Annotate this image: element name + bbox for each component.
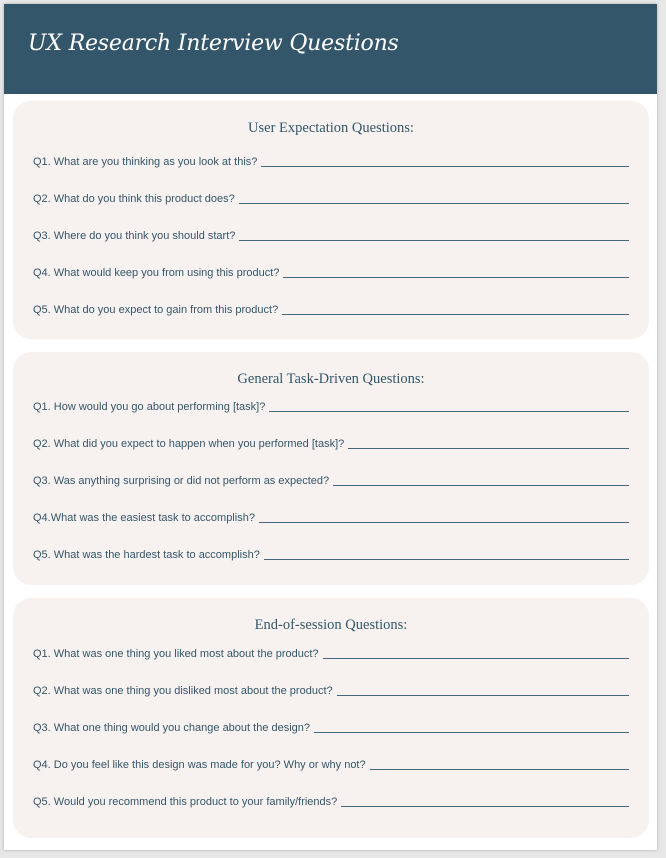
answer-line[interactable] bbox=[341, 806, 629, 807]
question-row bbox=[33, 264, 629, 280]
question-row bbox=[33, 190, 629, 206]
question-row bbox=[33, 472, 629, 488]
question-row bbox=[33, 301, 629, 317]
question-row bbox=[33, 435, 629, 451]
question-text: Q2. What was one thing you disliked most about the product? bbox=[33, 685, 333, 697]
answer-line[interactable] bbox=[370, 769, 629, 770]
question-text: Q1. How would you go about performing [task]? bbox=[33, 401, 266, 413]
question-row bbox=[33, 153, 629, 169]
answer-line[interactable] bbox=[269, 411, 629, 412]
section-title: End-of-session Questions: bbox=[254, 617, 408, 633]
question-text: Q2. What do you think this product does? bbox=[33, 193, 235, 205]
answer-line[interactable] bbox=[239, 203, 629, 204]
section-general-task-driven bbox=[13, 352, 649, 585]
page-title: UX Research Interview Questions bbox=[28, 31, 399, 56]
answer-line[interactable] bbox=[337, 695, 629, 696]
question-text: Q4. Do you feel like this design was made for you? Why or why not? bbox=[33, 759, 366, 771]
question-row bbox=[33, 398, 629, 414]
question-text: Q5. Would you recommend this product to your family/friends? bbox=[33, 796, 338, 808]
question-text: Q1. What was one thing you liked most about the product? bbox=[33, 648, 319, 660]
question-row bbox=[33, 546, 629, 562]
question-text: Q2. What did you expect to happen when you performed [task]? bbox=[33, 438, 345, 450]
worksheet-page bbox=[4, 4, 657, 850]
answer-line[interactable] bbox=[283, 277, 629, 278]
answer-line[interactable] bbox=[261, 166, 629, 167]
answer-line[interactable] bbox=[259, 522, 629, 523]
question-text: Q5. What was the hardest task to accomplish? bbox=[33, 549, 260, 561]
section-title: General Task-Driven Questions: bbox=[237, 371, 425, 387]
section-user-expectation bbox=[13, 101, 649, 339]
answer-line[interactable] bbox=[323, 658, 629, 659]
page-header bbox=[4, 4, 657, 94]
question-text: Q3. What one thing would you change about the design? bbox=[33, 722, 311, 734]
answer-line[interactable] bbox=[314, 732, 629, 733]
question-text: Q3. Where do you think you should start? bbox=[33, 230, 236, 242]
question-row bbox=[33, 793, 629, 809]
answer-line[interactable] bbox=[282, 314, 629, 315]
answer-line[interactable] bbox=[239, 240, 629, 241]
answer-line[interactable] bbox=[348, 448, 629, 449]
section-title: User Expectation Questions: bbox=[248, 120, 414, 136]
question-row bbox=[33, 645, 629, 661]
question-row bbox=[33, 756, 629, 772]
question-row bbox=[33, 682, 629, 698]
answer-line[interactable] bbox=[333, 485, 629, 486]
section-end-of-session bbox=[13, 598, 649, 838]
question-text: Q4.What was the easiest task to accomplish? bbox=[33, 512, 255, 524]
answer-line[interactable] bbox=[264, 559, 629, 560]
question-text: Q4. What would keep you from using this product? bbox=[33, 267, 280, 279]
question-row bbox=[33, 227, 629, 243]
question-row bbox=[33, 509, 629, 525]
question-text: Q1. What are you thinking as you look at this? bbox=[33, 156, 258, 168]
question-text: Q5. What do you expect to gain from this product? bbox=[33, 304, 279, 316]
question-text: Q3. Was anything surprising or did not perform as expected? bbox=[33, 475, 330, 487]
question-row bbox=[33, 719, 629, 735]
